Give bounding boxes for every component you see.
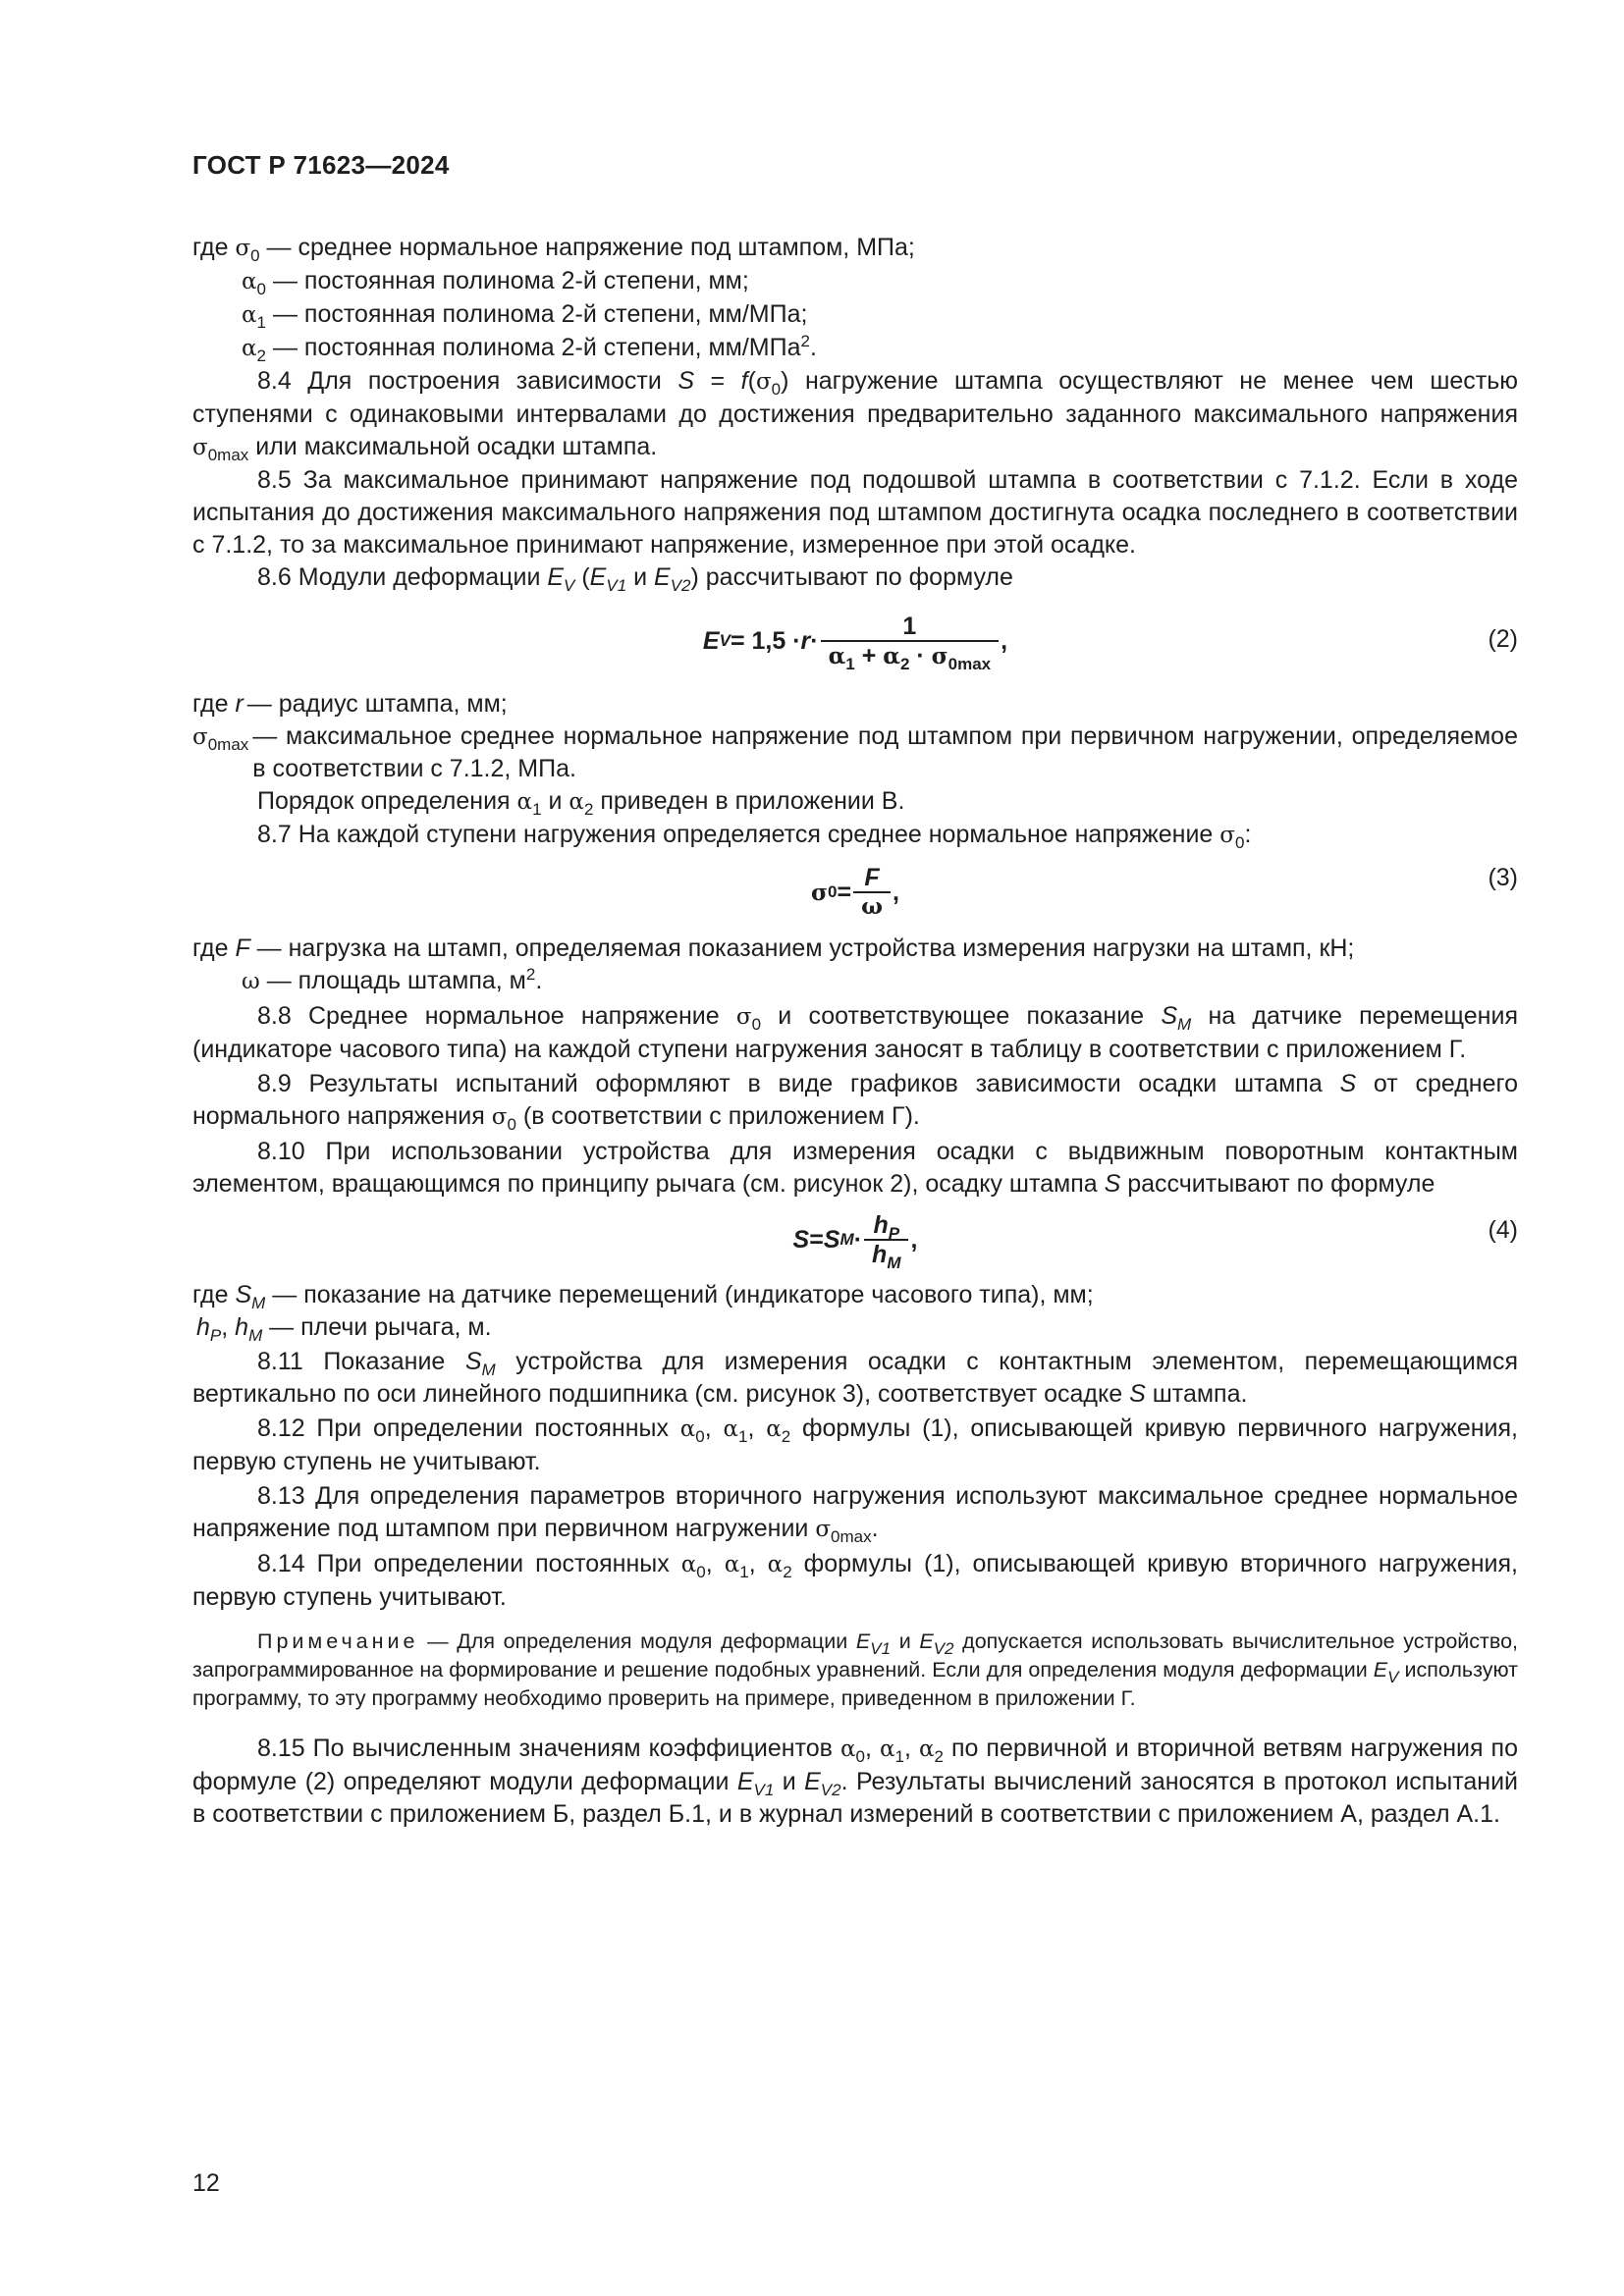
paragraph-8-11: 8.11 Показание $S_M$ устройства для измерения осадки с контактным элементом, перемещающимся вертикально по оси линейного подшипника (см. рисунок 3), соответствует осадке S штампа.	[192, 1348, 1519, 1408]
definitions-formula-1	[192, 232, 1518, 365]
def-omega: ω — площадь штампа, $м^2$.	[242, 965, 543, 994]
formula-3: σ 0 = $\frac{F}{\omega}$ , (3)	[811, 864, 1518, 920]
paragraph-8-4: 8.4 Для построения зависимости $S = f(\sigma_0)$ нагружение штампа осуществляют не менее чем шестью ступенями с одинаковыми интервалами до достижения предварительно заданного максимального напряжения $\sigma_{0max}$ или максимальной осадки штампа.	[192, 367, 1519, 464]
paragraph-8-15: 8.15 По вычисленным значениям коэффициентов $\alpha_0$, $\alpha_1$, $\alpha_2$ по первичной и вторичной ветвям нагружения по формуле (2) определяют модули деформации $E_{V1}$ и $E_{V2}$. Результаты вычислений заносятся в протокол испытаний в соответствии с приложением Б, раздел Б.1, и в журнал измерений в соответствии с приложением А, раздел А.1.	[192, 1735, 1519, 1828]
document-header: ГОСТ Р 71623—2024	[192, 150, 450, 180]
formula-4-number: (4)	[1488, 1216, 1518, 1244]
def-hP-hM: $h_P$, $h_M$ — плечи рычага, м.	[196, 1313, 492, 1345]
formula-4: S = S M · $\frac{h_P}{h_M}$ , (4)	[792, 1211, 1518, 1272]
paragraph-8-12: 8.12 При определении постоянных $\alpha_0$, $\alpha_1$, $\alpha_2$ формулы (1), описывающей кривую первичного нагружения, первую ступень не учитывают.	[192, 1415, 1518, 1475]
definitions-formula-3	[192, 933, 1518, 998]
definitions-formula-2	[192, 688, 1518, 785]
paragraph-8-5: 8.5 За максимальное принимают напряжение под подошвой штампа в соответствии с 7.1.2. Если в ходе испытания до достижения максимального напряжения под штампом достигнута осадка последнего в соответствии с 7.1.2, то за максимальное принимают напряжение, измеренное при этой осадке.	[192, 466, 1518, 559]
paragraph-8-13: 8.13 Для определения параметров вторичного нагружения используют максимальное среднее нормальное напряжение под штампом при первичном нагружении $\sigma_{0max}$.	[192, 1482, 1518, 1546]
paragraph-8-8: 8.8 Среднее нормальное напряжение $\sigma_0$ и соответствующее показание $S_M$ на датчике перемещения (индикаторе часового типа) на каждой ступени нагружения заносят в таблицу в соответствии с приложением Г.	[192, 1002, 1518, 1063]
paragraph-8-7: 8.7 На каждой ступени нагружения определяется среднее нормальное напряжение $\sigma_0$:	[257, 821, 1252, 852]
paragraph-8-6: 8.6 Модули деформации $E_V$ ($E_{V1}$ и $E_{V2}$) рассчитывают по формуле	[257, 563, 1013, 595]
formula-3-number: (3)	[1488, 864, 1518, 891]
def-alpha2: $\alpha_2$ — постоянная полинома 2-й степени, мм/МПа$^2$.	[242, 332, 817, 365]
note: Примечание — Для определения модуля деформации $E_{V1}$ и $E_{V2}$ допускается использовать вычислительное устройство, запрограммированное на формирование и решение подобных уравнений. Если для определения модуля деформации $E_V$ используют программу, то эту программу необходимо проверить на примере, приведенном в приложении Г.	[192, 1629, 1519, 1710]
formula-4-fraction: $\frac{h_P}{h_M}$	[864, 1211, 908, 1268]
formula-2: E V = 1,5 · r · $\frac{1}{\alpha_1 + \alpha_2 \cdot \sigma_{0max}}$ , (2)	[702, 612, 1518, 673]
paragraph-8-14: 8.14 При определении постоянных $\alpha_0$, $\alpha_1$, $\alpha_2$ формулы (1), описывающей кривую вторичного нагружения, первую ступень учитывают.	[192, 1550, 1518, 1611]
def-sigma0max: $\sigma_{0max}$ — максимальное среднее нормальное напряжение под штампом при первичном нагружении, определяемое в соответствии с 7.1.2, МПа.	[192, 722, 1518, 782]
formula-2-number: (2)	[1488, 625, 1518, 653]
formula-3-fraction: $\frac{F}{\omega}$	[853, 864, 891, 921]
def-alpha1: $\alpha_1$ — постоянная полинома 2-й степени, мм/МПа;	[242, 300, 808, 332]
page-number: 12	[192, 2169, 220, 2197]
paragraph-8-10: 8.10 При использовании устройства для измерения осадки с выдвижным поворотным контактным элементом, вращающимся по принципу рычага (см. рисунок 2), осадку штампа S рассчитывают по формуле	[192, 1138, 1518, 1198]
def-SM: где $S_M$ — показание на датчике перемещений (индикаторе часового типа), мм;	[192, 1281, 1094, 1312]
def-alpha0: $\alpha_0$ — постоянная полинома 2-й степени, мм;	[242, 267, 749, 298]
def-r: где r — радиус штампа, мм;	[192, 690, 508, 718]
paragraph-order: Порядок определения $\alpha_1$ и $\alpha_2$ приведен в приложении В.	[257, 787, 905, 819]
definitions-formula-4	[192, 1279, 1518, 1344]
paragraph-8-9: 8.9 Результаты испытаний оформляют в виде графиков зависимости осадки штампа S от среднего нормального напряжения $\sigma_0$ (в соответствии с приложением Г).	[192, 1070, 1518, 1134]
def-F: где F — нагрузка на штамп, определяемая показанием устройства измерения нагрузки на штамп, кН;	[192, 934, 1355, 962]
formula-2-fraction: $\frac{1}{\alpha_1 + \alpha_2 \cdot \sigma_{0max}}$	[821, 613, 1000, 670]
document-body	[192, 232, 1518, 1831]
def-sigma0: где $\sigma_0$ — среднее нормальное напряжение под штампом, МПа;	[192, 234, 915, 265]
